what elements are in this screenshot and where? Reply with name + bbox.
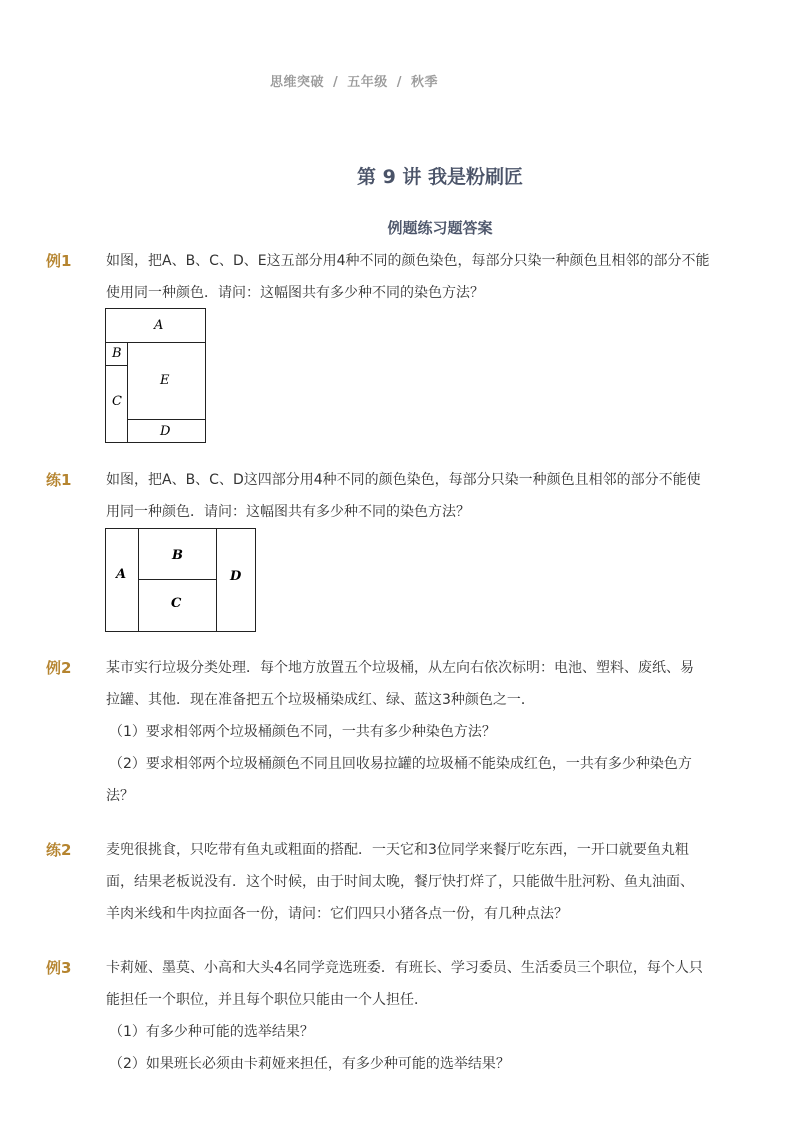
- breadcrumb-term: 秋季: [411, 75, 439, 90]
- breadcrumb-separator: /: [396, 75, 403, 90]
- problem-text: [106, 952, 726, 1080]
- problem-line: 麦兜很挑食，只吃带有鱼丸或粗面的搭配．一天它和3位同学来餐厅吃东西，一开口就要鱼丸粗: [106, 842, 689, 858]
- region-label-d: D: [230, 569, 242, 584]
- problem-exercise-1: [46, 464, 726, 528]
- problem-line: 用同一种颜色．请问：这幅图共有多少种不同的染色方法？: [106, 504, 470, 520]
- sub-question: （2）要求相邻两个垃圾桶颜色不同且回收易拉罐的垃圾桶不能染成红色，一共有多少种染色方: [109, 756, 692, 772]
- problem-exercise-2: [46, 834, 726, 930]
- problem-line: 拉罐、其他．现在准备把五个垃圾桶染成红、绿、蓝这3种颜色之一．: [106, 692, 535, 708]
- sub-question: （1）要求相邻两个垃圾桶颜色不同，一共有多少种染色方法？: [109, 724, 496, 740]
- region-label-b: B: [172, 548, 183, 563]
- problem-text: [106, 464, 726, 528]
- sub-question: （1）有多少种可能的选举结果？: [109, 1024, 314, 1040]
- problem-text: [106, 652, 726, 812]
- region-label-c: C: [112, 394, 122, 409]
- region-label-a: A: [154, 318, 164, 333]
- lecture-title: 第 9 讲 我是粉刷匠: [356, 166, 524, 188]
- figure-four-regions: [105, 528, 257, 633]
- problem-line: 某市实行垃圾分类处理．每个地方放置五个垃圾桶，从左向右依次标明：电池、塑料、废纸、易: [106, 660, 694, 676]
- problem-label: 练2: [46, 841, 72, 859]
- breadcrumb-separator: /: [333, 75, 339, 90]
- problem-line: 能担任一个职位，并且每个职位只能由一个人担任．: [106, 992, 428, 1008]
- region-label-a: A: [116, 567, 127, 582]
- problem-line: 如图，把A、B、C、D、E这五部分用4种不同的颜色染色，每部分只染一种颜色且相邻的部分不能: [106, 253, 710, 269]
- section-subtitle: 例题练习题答案: [387, 219, 493, 237]
- problem-label: 例2: [46, 659, 72, 677]
- region-label-d: D: [160, 424, 171, 439]
- region-label-c: C: [171, 596, 182, 611]
- problem-example-2: [46, 652, 726, 812]
- problem-label: 例1: [46, 252, 72, 270]
- region-label-b: B: [112, 346, 122, 361]
- problem-line: 如图，把A、B、C、D这四部分用4种不同的颜色染色，每部分只染一种颜色且相邻的部分不能使: [106, 472, 701, 488]
- region-label-e: E: [160, 373, 170, 388]
- problem-example-3: [46, 952, 726, 1080]
- problem-line: 羊肉米线和牛肉拉面各一份，请问：它们四只小猪各点一份，有几种点法？: [106, 906, 568, 922]
- problem-text: [106, 834, 726, 930]
- problem-label: 例3: [46, 959, 72, 977]
- problem-text: [106, 245, 726, 309]
- breadcrumb-grade: 五年级: [347, 75, 388, 90]
- figure-five-regions: [105, 308, 207, 444]
- problem-example-1: [46, 245, 726, 309]
- sub-question-continued: 法？: [106, 788, 134, 804]
- breadcrumb-subject: 思维突破: [270, 75, 325, 90]
- breadcrumb: [270, 71, 438, 90]
- problem-line: 使用同一种颜色．请问：这幅图共有多少种不同的染色方法？: [106, 285, 484, 301]
- problem-line: 卡莉娅、墨莫、小高和大头4名同学竞选班委．有班长、学习委员、生活委员三个职位，每个人只: [106, 960, 703, 976]
- sub-question: （2）如果班长必须由卡莉娅来担任，有多少种可能的选举结果？: [109, 1056, 510, 1072]
- problem-label: 练1: [46, 471, 72, 489]
- problem-line: 面，结果老板说没有．这个时候，由于时间太晚，餐厅快打烊了，只能做牛肚河粉、鱼丸油面、: [106, 874, 694, 890]
